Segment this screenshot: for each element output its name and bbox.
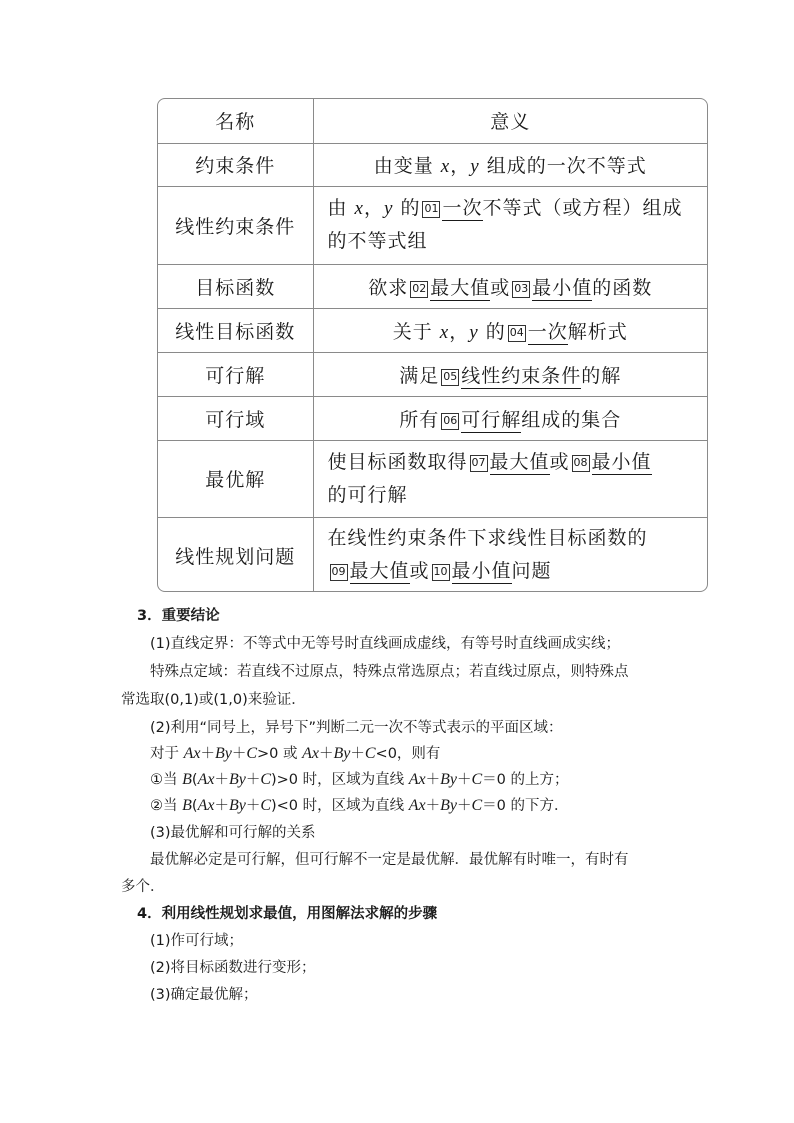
var-y: y (384, 198, 394, 219)
header-name: 名称 (158, 99, 313, 143)
math-op: ＋ (245, 798, 261, 814)
math-op: ＋ (425, 772, 441, 788)
text: ②当 (150, 798, 183, 814)
term-meaning (313, 440, 707, 517)
meaning-text: 在线性约束条件下求线性目标函数的 (327, 527, 648, 550)
formula-line (150, 794, 569, 815)
meaning-text: 不等式（或方程）组成 (482, 197, 683, 219)
table-row (158, 352, 707, 396)
term-name: 线性规划问题 (158, 517, 313, 592)
math-var: Ax (302, 745, 319, 762)
term-meaning (313, 396, 707, 440)
meaning-text: 的解 (581, 364, 622, 387)
term-meaning (313, 264, 707, 308)
meaning-text: 解析式 (567, 320, 628, 343)
term-meaning (313, 143, 707, 186)
table-header-row (158, 99, 707, 143)
math-var: C (260, 771, 271, 788)
table-row (158, 186, 707, 264)
definition-table (157, 98, 708, 592)
paragraph: 特殊点定域：若直线不过原点，特殊点常选原点；若直线过原点，则特殊点 (150, 664, 629, 680)
meaning-text: 由变量 (373, 155, 441, 177)
meaning-text: 的 (393, 197, 421, 219)
paragraph: (2)利用“同号上，异号下”判断二元一次不等式表示的平面区域： (150, 720, 563, 736)
math-var: Ax (408, 771, 426, 788)
text: )>0 时，区域为直线 (270, 772, 409, 788)
blank-number-badge: 02 (410, 281, 428, 298)
section-heading: 4．利用线性规划求最值，用图解法求解的步骤 (137, 906, 438, 922)
math-var: C (471, 797, 483, 814)
answer-text: 最小值 (451, 560, 512, 583)
paragraph: 常选取(0,1)或(1,0)来验证． (121, 692, 306, 708)
math-op: ＋ (231, 746, 247, 762)
math-var: C (260, 797, 271, 814)
math-var: Ax (408, 797, 426, 814)
text: >0 或 (257, 746, 303, 762)
var-x: x (354, 198, 364, 219)
math-var: Ax (197, 797, 215, 814)
math-var: Ax (197, 771, 215, 788)
math-op: ＋ (456, 772, 472, 788)
table-row (158, 517, 707, 592)
math-var: By (440, 771, 457, 788)
meaning-text: 满足 (399, 364, 440, 387)
term-name: 线性约束条件 (158, 186, 313, 264)
blank-number-badge: 03 (512, 281, 530, 298)
paragraph: 最优解必定是可行解，但可行解不一定是最优解．最优解有时唯一，有时有 (150, 852, 629, 868)
math-op: ＋ (245, 772, 261, 788)
blank-number-badge: 04 (508, 325, 526, 342)
meaning-text: 关于 (392, 320, 440, 343)
term-meaning (313, 186, 707, 264)
answer-text: 最大值 (489, 450, 550, 473)
blank-number-badge: 07 (470, 455, 488, 472)
text: ＝0 的上方； (482, 772, 569, 788)
answer-text: 线性约束条件 (461, 364, 582, 387)
math-op: ＋ (214, 798, 229, 814)
math-var: C (246, 745, 258, 762)
meaning-text: 的可行解 (327, 483, 408, 506)
table-row (158, 143, 707, 186)
formula-line (150, 768, 569, 789)
meaning-text: 或 (549, 450, 570, 473)
table-row (158, 264, 707, 308)
blank-number-badge: 09 (330, 564, 348, 581)
math-var: B (182, 797, 192, 814)
table-row (158, 308, 707, 352)
math-op: ＋ (350, 746, 365, 762)
paragraph: (3)确定最优解； (150, 987, 258, 1003)
meaning-text: 或 (409, 560, 430, 583)
paragraph: 多个． (121, 879, 165, 895)
text: <0，则有 (375, 746, 441, 762)
math-op: ＋ (456, 798, 472, 814)
math-var: By (214, 745, 232, 762)
math-var: By (440, 797, 457, 814)
meaning-text: 组成的集合 (521, 408, 622, 431)
term-name: 可行解 (158, 352, 313, 396)
math-op: ＋ (425, 798, 441, 814)
section-heading: 3．重要结论 (137, 608, 220, 624)
meaning-text: 或 (490, 276, 511, 299)
term-name: 约束条件 (158, 143, 313, 186)
var-x: x (439, 321, 450, 343)
term-meaning (313, 517, 707, 592)
math-op: ＋ (214, 772, 229, 788)
var-y: y (469, 321, 479, 343)
math-var: By (228, 797, 246, 814)
text: ( (191, 798, 198, 814)
answer-text: 最小值 (591, 450, 652, 473)
blank-number-badge: 05 (441, 369, 459, 386)
math-var: B (182, 771, 192, 788)
math-var: C (471, 771, 483, 788)
math-var: C (364, 745, 376, 762)
meaning-text: 的 (478, 320, 506, 343)
separator: ， (450, 155, 471, 177)
math-op: ＋ (200, 746, 215, 762)
text: )<0 时，区域为直线 (270, 798, 409, 814)
header-meaning: 意义 (313, 99, 707, 143)
text: 对于 (150, 746, 184, 762)
table-row (158, 440, 707, 517)
answer-text: 最大值 (430, 276, 491, 299)
paragraph: (3)最优解和可行解的关系 (150, 825, 316, 841)
math-var: Ax (183, 745, 201, 762)
term-name: 可行域 (158, 396, 313, 440)
math-var: By (228, 771, 246, 788)
meaning-text: 组成的一次不等式 (479, 155, 647, 177)
answer-text: 最大值 (349, 560, 410, 583)
separator: ， (363, 197, 384, 219)
answer-text: 一次 (527, 320, 568, 343)
text: ＝0 的下方． (482, 798, 569, 814)
meaning-text: 欲求 (368, 276, 409, 299)
var-x: x (440, 156, 451, 177)
blank-number-badge: 08 (572, 455, 590, 472)
answer-text: 最小值 (532, 276, 593, 299)
var-y: y (470, 156, 480, 177)
blank-number-badge: 01 (422, 201, 440, 218)
separator: ， (449, 320, 470, 343)
paragraph: (1)作可行域； (150, 933, 244, 949)
meaning-text: 的不等式组 (327, 230, 428, 252)
paragraph: (2)将目标函数进行变形； (150, 960, 316, 976)
paragraph: (1)直线定界：不等式中无等号时直线画成虚线，有等号时直线画成实线； (150, 636, 621, 652)
meaning-text: 使目标函数取得 (327, 450, 468, 473)
blank-number-badge: 06 (441, 413, 459, 430)
term-name: 线性目标函数 (158, 308, 313, 352)
term-name: 最优解 (158, 440, 313, 517)
answer-text: 可行解 (461, 408, 522, 431)
meaning-text: 问题 (511, 560, 552, 583)
meaning-text: 由 (327, 197, 355, 219)
math-op: ＋ (319, 746, 334, 762)
formula-line (150, 742, 440, 763)
term-name: 目标函数 (158, 264, 313, 308)
term-meaning (313, 308, 707, 352)
blank-number-badge: 10 (432, 564, 450, 581)
math-var: By (333, 745, 351, 762)
text: ( (191, 772, 198, 788)
meaning-text: 所有 (399, 408, 440, 431)
meaning-text: 的函数 (592, 276, 653, 299)
table-row (158, 396, 707, 440)
text: ①当 (150, 772, 183, 788)
answer-text: 一次 (442, 197, 483, 219)
term-meaning (313, 352, 707, 396)
